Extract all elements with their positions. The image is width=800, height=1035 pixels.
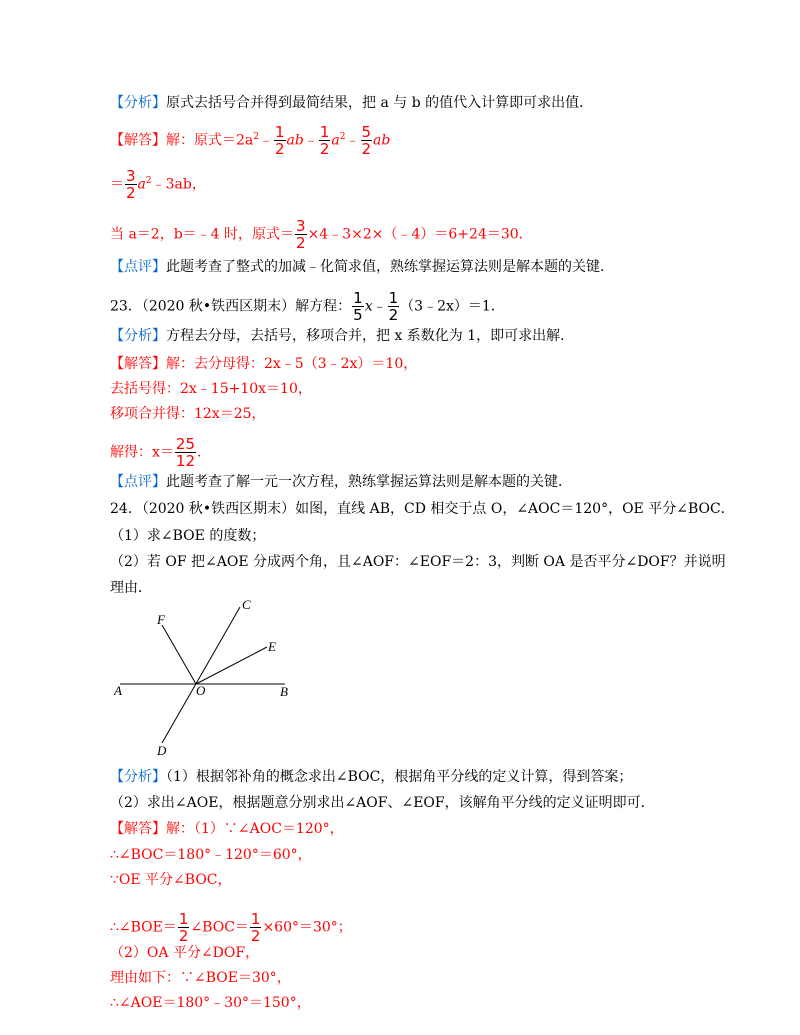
q23-step2: 去括号得：2x﹣15+10x＝10， xyxy=(110,381,312,397)
fraction: $\frac{1}{5}$ xyxy=(353,289,363,324)
geometry-figure xyxy=(110,595,310,760)
q24-ans5: （2）OA 平分∠DOF， xyxy=(110,945,260,961)
q23-stem-tail: （3﹣2x）＝1． xyxy=(400,298,505,315)
comment-tag: 【点评】 xyxy=(110,474,166,490)
label-o: O xyxy=(196,683,206,698)
ray-of xyxy=(162,625,196,684)
q24-ans4-head: ∴∠BOE＝ xyxy=(110,919,177,936)
q24-ans4-mid: ∠BOC＝ xyxy=(190,919,249,936)
q22-answer-line2: ＝ $\frac{3}{2}$ $a^2﹣3ab$， xyxy=(110,167,206,202)
q24-part2a xyxy=(110,553,726,571)
q24-ans7: ∴∠AOE＝180°﹣30°＝150°， xyxy=(110,995,311,1011)
analysis-tag: 【分析】 xyxy=(110,328,166,344)
line-cd xyxy=(162,607,240,743)
analysis-tag: 【分析】 xyxy=(110,95,166,111)
q24-ans3: ∵OE 平分∠BOC， xyxy=(110,872,232,888)
q22-answer-intro: 解：原式＝2a xyxy=(166,132,254,149)
q24-part1-text: （1）求∠BOE 的度数； xyxy=(110,528,266,544)
q22-analysis-text: 原式去括号合并得到最简结果，把 a 与 b 的值代入计算即可求出值． xyxy=(166,95,594,111)
answer-tag: 【解答】 xyxy=(110,821,166,837)
q24-stem xyxy=(110,500,735,518)
answer-tag: 【解答】 xyxy=(110,356,166,372)
label-d: D xyxy=(157,743,167,758)
fraction: $\frac{1}{2}$ xyxy=(275,123,285,158)
q23-stem: 23．（2020 秋•铁西区期末）解方程： $\frac{1}{5}$ x﹣ $\frac{1}{2}$ （3﹣2x）＝1． xyxy=(110,289,505,324)
comment-tag: 【点评】 xyxy=(110,259,166,275)
q23-answer-step1 xyxy=(110,355,417,373)
q24-analysis-line1 xyxy=(110,768,632,786)
q24-stem-text: 24．（2020 秋•铁西区期末）如图，直线 AB，CD 相交于点 O，∠AOC＝120°，OE 平分∠BOC． xyxy=(110,501,735,517)
q23-answer-step4: 解得：x＝ $\frac{25}{12}$ ． xyxy=(110,435,211,470)
q24-part2b-text: 理由． xyxy=(110,580,152,596)
q24-ans1: 解：（1）∵∠AOC＝120°， xyxy=(166,821,344,837)
label-b: B xyxy=(280,684,288,699)
q24-answer-line1 xyxy=(110,820,344,838)
fraction: $\frac{1}{2}$ xyxy=(388,289,399,324)
fraction: $\frac{5}{2}$ xyxy=(361,123,372,158)
q22-comment-text: 此题考查了整式的加减﹣化简求值，熟练掌握运算法则是解本题的关键． xyxy=(166,259,614,275)
label-e: E xyxy=(268,639,276,654)
q24-answer-line5 xyxy=(110,944,259,962)
q22-answer-line3 xyxy=(110,218,533,251)
answer-tag: 【解答】 xyxy=(110,132,166,149)
q24-ans6: 理由如下：∵∠BOE＝30°， xyxy=(110,970,291,986)
q23-comment-text: 此题考查了解一元一次方程，熟练掌握运算法则是解本题的关键． xyxy=(166,474,572,490)
q22-analysis-line xyxy=(110,94,593,112)
q24-answer-line2 xyxy=(110,846,312,864)
q22-line3-tail: ×4﹣3×2×（﹣4）＝6+24＝30． xyxy=(307,226,533,243)
q23-step1: 解：去分母得：2x﹣5（3﹣2x）＝10， xyxy=(166,356,418,372)
q23-stem-head: 23．（2020 秋•铁西区期末）解方程： xyxy=(110,298,352,315)
q23-step3: 移项合并得：12x＝25， xyxy=(110,406,266,422)
q23-analysis-text: 方程去分母，去括号，移项合并，把 x 系数化为 1，即可求出解． xyxy=(166,328,575,344)
q22-line3-head: 当 a＝2，b＝﹣4 时，原式＝ xyxy=(110,226,295,243)
q24-analysis2: （2）求出∠AOE，根据题意分别求出∠AOF、∠EOF，该解角平分线的定义证明即可． xyxy=(110,795,655,811)
q23-analysis-line xyxy=(110,327,574,345)
q24-answer-line7 xyxy=(110,994,311,1012)
q22-comment-line xyxy=(110,258,614,276)
analysis-tag: 【分析】 xyxy=(110,769,166,785)
q24-answer-line6 xyxy=(110,969,291,987)
q23-comment-line xyxy=(110,473,572,491)
q23-step4-head: 解得：x＝ xyxy=(110,444,174,461)
label-f: F xyxy=(157,612,165,627)
q23-answer-step3 xyxy=(110,405,266,423)
label-c: C xyxy=(242,597,251,612)
q23-answer-step2 xyxy=(110,380,312,398)
fraction: $\frac{1}{2}$ xyxy=(178,910,189,945)
q24-analysis-line2 xyxy=(110,794,655,812)
q24-part1 xyxy=(110,527,265,545)
q24-ans2: ∴∠BOC＝180°﹣120°＝60°， xyxy=(110,847,312,863)
q24-answer-line4 xyxy=(110,911,352,944)
q22-answer-line1: 【解答】解：原式$=2a^2﹣$ $\frac{1}{2}$ ab﹣ $\frac{1}{2}$ $a^2﹣$ $\frac{5}{2}$ ab xyxy=(110,123,391,158)
q24-ans4-tail: ×60°＝30°； xyxy=(262,919,352,936)
fraction: $\frac{1}{2}$ xyxy=(319,123,330,158)
fraction: $\frac{3}{2}$ xyxy=(296,217,306,252)
label-a: A xyxy=(114,683,122,698)
q24-answer-line3 xyxy=(110,871,232,889)
q24-part2a-text: （2）若 OF 把∠AOE 分成两个角，且∠AOF：∠EOF＝2：3，判断 OA 是否平分∠DOF？并说明 xyxy=(110,554,726,570)
q22-line2-tail: ﹣3ab， xyxy=(151,176,206,193)
fraction: $\frac{3}{2}$ xyxy=(126,167,136,202)
fraction: $\frac{1}{2}$ xyxy=(250,910,261,945)
q24-analysis1: （1）根据邻补角的概念求出∠BOC，根据角平分线的定义计算，得到答案； xyxy=(166,769,633,785)
fraction: $\frac{25}{12}$ xyxy=(175,435,195,470)
